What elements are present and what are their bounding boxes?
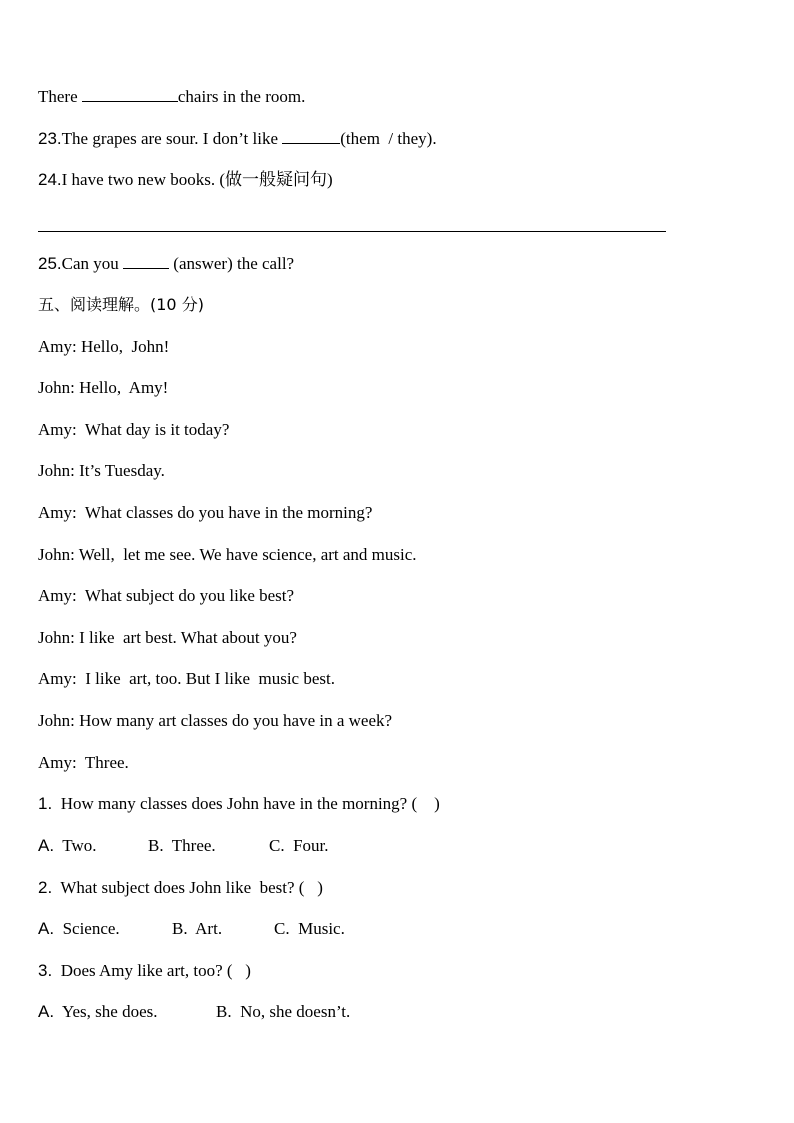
option-text: Four. (293, 836, 329, 855)
option-label: A. (38, 1002, 55, 1021)
option-c[interactable] (274, 919, 345, 939)
option-label: C. (269, 836, 285, 855)
option-c[interactable] (269, 836, 329, 856)
question-number: 3. (38, 961, 53, 980)
option-label: B. (172, 919, 188, 938)
option-b[interactable] (148, 836, 216, 856)
option-label: B. (216, 1002, 232, 1021)
reading-question-3 (38, 961, 251, 981)
question-25 (38, 254, 294, 274)
dialogue-line: John: I like art best. What about you? (38, 628, 297, 647)
dialogue-line: Amy: What day is it today? (38, 420, 230, 439)
q25-hint: (answer) the call? (169, 254, 295, 273)
option-text: Two. (62, 836, 97, 855)
question-22 (38, 87, 305, 107)
dialogue-line: John: How many art classes do you have in a week? (38, 711, 393, 730)
reading-question-1 (38, 794, 440, 814)
section-heading: 五、阅读理解。(10 分) (38, 295, 204, 314)
reading-question-2 (38, 878, 323, 898)
question-text: Does Amy like art, too? ( ) (60, 961, 251, 980)
option-b[interactable] (172, 919, 222, 939)
option-label: C. (274, 919, 290, 938)
dialogue-line: John: Well, let me see. We have science, art and music. (38, 545, 417, 564)
q23-hint: (them / they). (340, 129, 437, 148)
option-a[interactable] (38, 836, 97, 856)
q23-number: 23. (38, 129, 62, 148)
q24-answer-line[interactable] (38, 231, 666, 232)
option-label: A. (38, 836, 55, 855)
q25-number: 25. (38, 254, 62, 273)
q25-text: Can you (61, 254, 124, 273)
dialogue-line: Amy: What subject do you like best? (38, 586, 295, 605)
dialogue-line: Amy: Hello, John! (38, 337, 170, 356)
option-a[interactable] (38, 919, 120, 939)
q24-number: 24. (38, 170, 62, 189)
option-label: A. (38, 919, 55, 938)
question-23 (38, 129, 437, 149)
question-3-options (38, 1002, 351, 1022)
option-b[interactable] (216, 1002, 350, 1022)
dialogue-line: Amy: Three. (38, 753, 129, 772)
q22-suffix: chairs in the room. (177, 87, 306, 106)
option-text: Music. (298, 919, 345, 938)
option-text: Three. (171, 836, 216, 855)
question-number: 2. (38, 878, 53, 897)
q24-text: I have two new books. (做一般疑问句) (61, 170, 333, 189)
q22-blank[interactable] (82, 87, 178, 102)
option-label: B. (148, 836, 164, 855)
dialogue-line: John: It’s Tuesday. (38, 461, 165, 480)
question-24 (38, 170, 333, 190)
option-text: Art. (195, 919, 223, 938)
dialogue-line: John: Hello, Amy! (38, 378, 169, 397)
question-text: What subject does John like best? ( ) (60, 878, 323, 897)
q23-blank[interactable] (282, 129, 340, 144)
question-1-options (38, 836, 329, 856)
q23-text: The grapes are sour. I don’t like (61, 129, 283, 148)
option-text: Science. (62, 919, 120, 938)
option-text: No, she doesn’t. (240, 1002, 351, 1021)
question-2-options (38, 919, 345, 939)
option-a[interactable] (38, 1002, 158, 1022)
q25-blank[interactable] (123, 254, 169, 269)
q22-prefix: There (38, 87, 82, 106)
question-text: How many classes does John have in the morning? ( ) (60, 794, 440, 813)
question-number: 1. (38, 794, 53, 813)
dialogue-line: Amy: What classes do you have in the morning? (38, 503, 373, 522)
dialogue-line: Amy: I like art, too. But I like music best. (38, 669, 335, 688)
option-text: Yes, she does. (61, 1002, 158, 1021)
